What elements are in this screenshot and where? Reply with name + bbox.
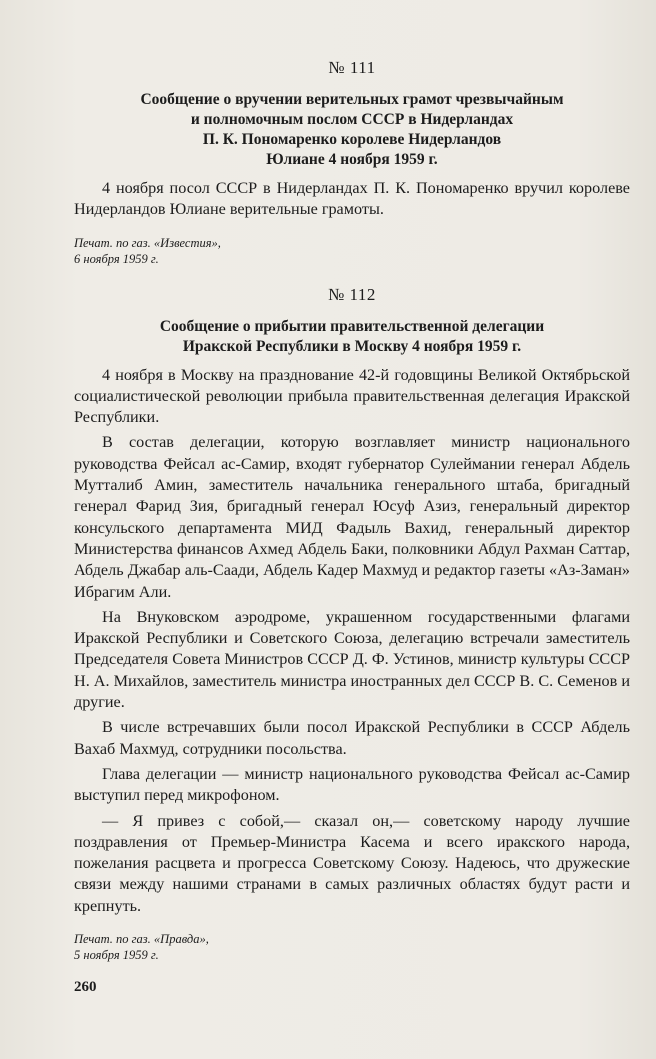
- document-112: [74, 285, 630, 963]
- source-line: Печат. по газ. «Правда»,: [74, 932, 209, 947]
- paragraph: В состав делегации, которую возглавляет министр национального руководства Фейсал ас-Самир, входят губернатор Сулеймании генерал Абдель Мутталиб Амин, заместитель начальника генерального штаба, бригадный генерал Фарид Зия, бригадный генерал Юсуф Азиз, генеральный директор консульского департамента МИД Фадыль Вахид, генеральный директор Министерства финансов Ахмед Абдель Баки, полковники Абдул Рахман Саттар, Абдель Джабар аль-Саади, Абдель Кадер Махмуд и редактор газеты «Аз-Заман» Ибрагим Али.: [74, 433, 630, 601]
- title-line: Юлиане 4 ноября 1959 г.: [266, 151, 438, 168]
- source-citation: [74, 931, 630, 963]
- title-line: Иракской Республики в Москву 4 ноября 1959 г.: [182, 337, 522, 355]
- paragraph: 4 ноября в Москву на празднование 42-й годовщины Великой Октябрьской социалистической революции прибыла правительственная делегация Иракской Республики.: [74, 365, 630, 427]
- title-line: Сообщение о вручении верительных грамот чрезвычайным: [140, 91, 564, 108]
- title-line: П. К. Пономаренко королеве Нидерландов: [202, 131, 502, 148]
- source-line: 5 ноября 1959 г.: [74, 948, 159, 963]
- paragraph: Глава делегации — министр национального руководства Фейсал ас-Самир выступил перед микрофоном.: [74, 764, 630, 805]
- document-title: [74, 317, 630, 357]
- source-line: Печат. по газ. «Известия»,: [74, 235, 221, 250]
- paragraph: На Внуковском аэродроме, украшенном государственными флагами Иракской Республики и Советского Союза, делегацию встречали заместитель Председателя Совета Министров СССР Д. Ф. Устинов, министр культуры СССР Н. А. Михайлов, заместитель министра иностранных дел СССР В. С. Семенов и другие.: [74, 607, 630, 712]
- paragraph: 4 ноября посол СССР в Нидерландах П. К. Пономаренко вручил королеве Нидерландов Юлиане верительные грамоты.: [74, 179, 630, 219]
- title-line: Сообщение о прибытии правительственной делегации: [159, 317, 545, 335]
- paragraph: В числе встречавших были посол Иракской Республики в СССР Абдель Вахаб Махмуд, сотрудники посольства.: [74, 718, 630, 758]
- document-number: № 111: [328, 58, 376, 77]
- source-line: 6 ноября 1959 г.: [74, 251, 159, 266]
- title-line: и полномочным послом СССР в Нидерландах: [190, 111, 514, 128]
- paragraph: — Я привез с собой,— сказал он,— советскому народу лучшие поздравления от Премьер-Министра Касема и всего иракского народа, пожелания расцвета и прогресса Советскому Союзу. Надеюсь, что дружеские связи между нашими странами в самых различных областях будут расти и крепнуть.: [74, 811, 630, 915]
- page-number: 260: [74, 979, 97, 996]
- document-title: [74, 90, 630, 170]
- document-111: [74, 58, 630, 267]
- document-number: № 112: [328, 284, 376, 304]
- source-citation: [74, 235, 630, 267]
